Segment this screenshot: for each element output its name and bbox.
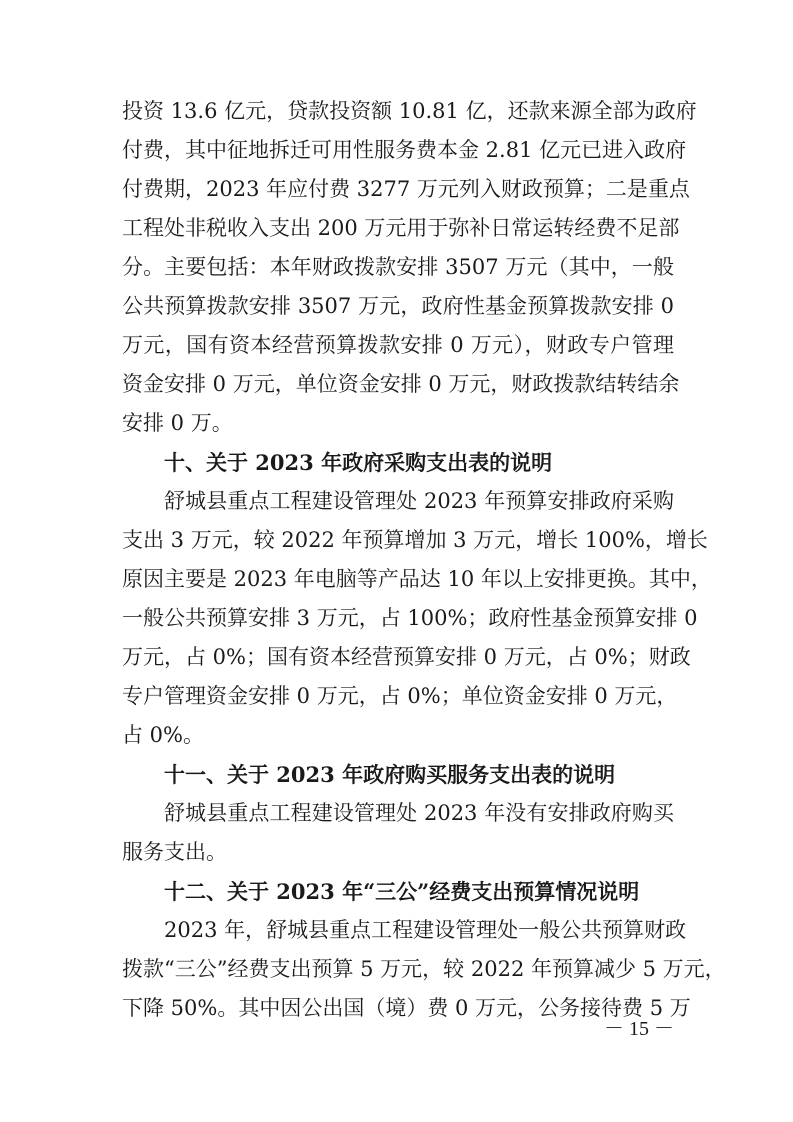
paragraph-line: 付费，其中征地拆迁可用性服务费本金 2.81 亿元已进入政府 (122, 138, 687, 162)
paragraph-line: 资金安排 0 万元，单位资金安排 0 万元，财政拨款结转结余 (122, 372, 680, 396)
paragraph-line: 万元，国有资本经营预算拨款安排 0 万元），财政专户管理 (122, 333, 674, 357)
paragraph-line: 2023 年，舒城县重点工程建设管理处一般公共预算财政 (164, 918, 687, 942)
section-heading: 十二、关于 2023 年“三公”经费支出预算情况说明 (164, 879, 640, 904)
paragraph-line: 投资 13.6 亿元，贷款投资额 10.81 亿，还款来源全部为政府 (122, 99, 697, 123)
paragraph-line: 下降 50%。其中因公出国（境）费 0 万元，公务接待费 5 万 (122, 996, 691, 1020)
paragraph-line: 拨款“三公”经费支出预算 5 万元，较 2022 年预算减少 5 万元， (122, 957, 726, 981)
paragraph-line: 分。主要包括：本年财政拨款安排 3507 万元（其中，一般 (122, 255, 674, 279)
paragraph-line: 舒城县重点工程建设管理处 2023 年预算安排政府采购 (164, 489, 674, 513)
section-heading: 十一、关于 2023 年政府购买服务支出表的说明 (164, 762, 616, 787)
page-number: － 15 － (604, 1018, 674, 1040)
paragraph-line: 工程处非税收入支出 200 万元用于弥补日常运转经费不足部 (122, 216, 680, 240)
paragraph-line: 安排 0 万。 (122, 411, 233, 435)
paragraph-line: 原因主要是 2023 年电脑等产品达 10 年以上安排更换。其中， (122, 567, 712, 591)
paragraph-line: 一般公共预算安排 3 万元，占 100%；政府性基金预算安排 0 (122, 606, 698, 630)
paragraph-line: 付费期，2023 年应付费 3277 万元列入财政预算；二是重点 (122, 177, 690, 201)
paragraph-line: 服务支出。 (122, 840, 227, 864)
paragraph-line: 万元，占 0%；国有资本经营预算安排 0 万元，占 0%；财政 (122, 645, 691, 669)
body-text (122, 92, 726, 1028)
paragraph-line: 公共预算拨款安排 3507 万元，政府性基金预算拨款安排 0 (122, 294, 674, 318)
paragraph-line: 专户管理资金安排 0 万元，占 0%；单位资金安排 0 万元， (122, 684, 678, 708)
paragraph-line: 占 0%。 (122, 723, 204, 747)
section-heading: 十、关于 2023 年政府采购支出表的说明 (164, 450, 553, 475)
paragraph-line: 舒城县重点工程建设管理处 2023 年没有安排政府购买 (164, 801, 674, 825)
paragraph-line: 支出 3 万元，较 2022 年预算增加 3 万元，增长 100%，增长 (122, 528, 708, 552)
